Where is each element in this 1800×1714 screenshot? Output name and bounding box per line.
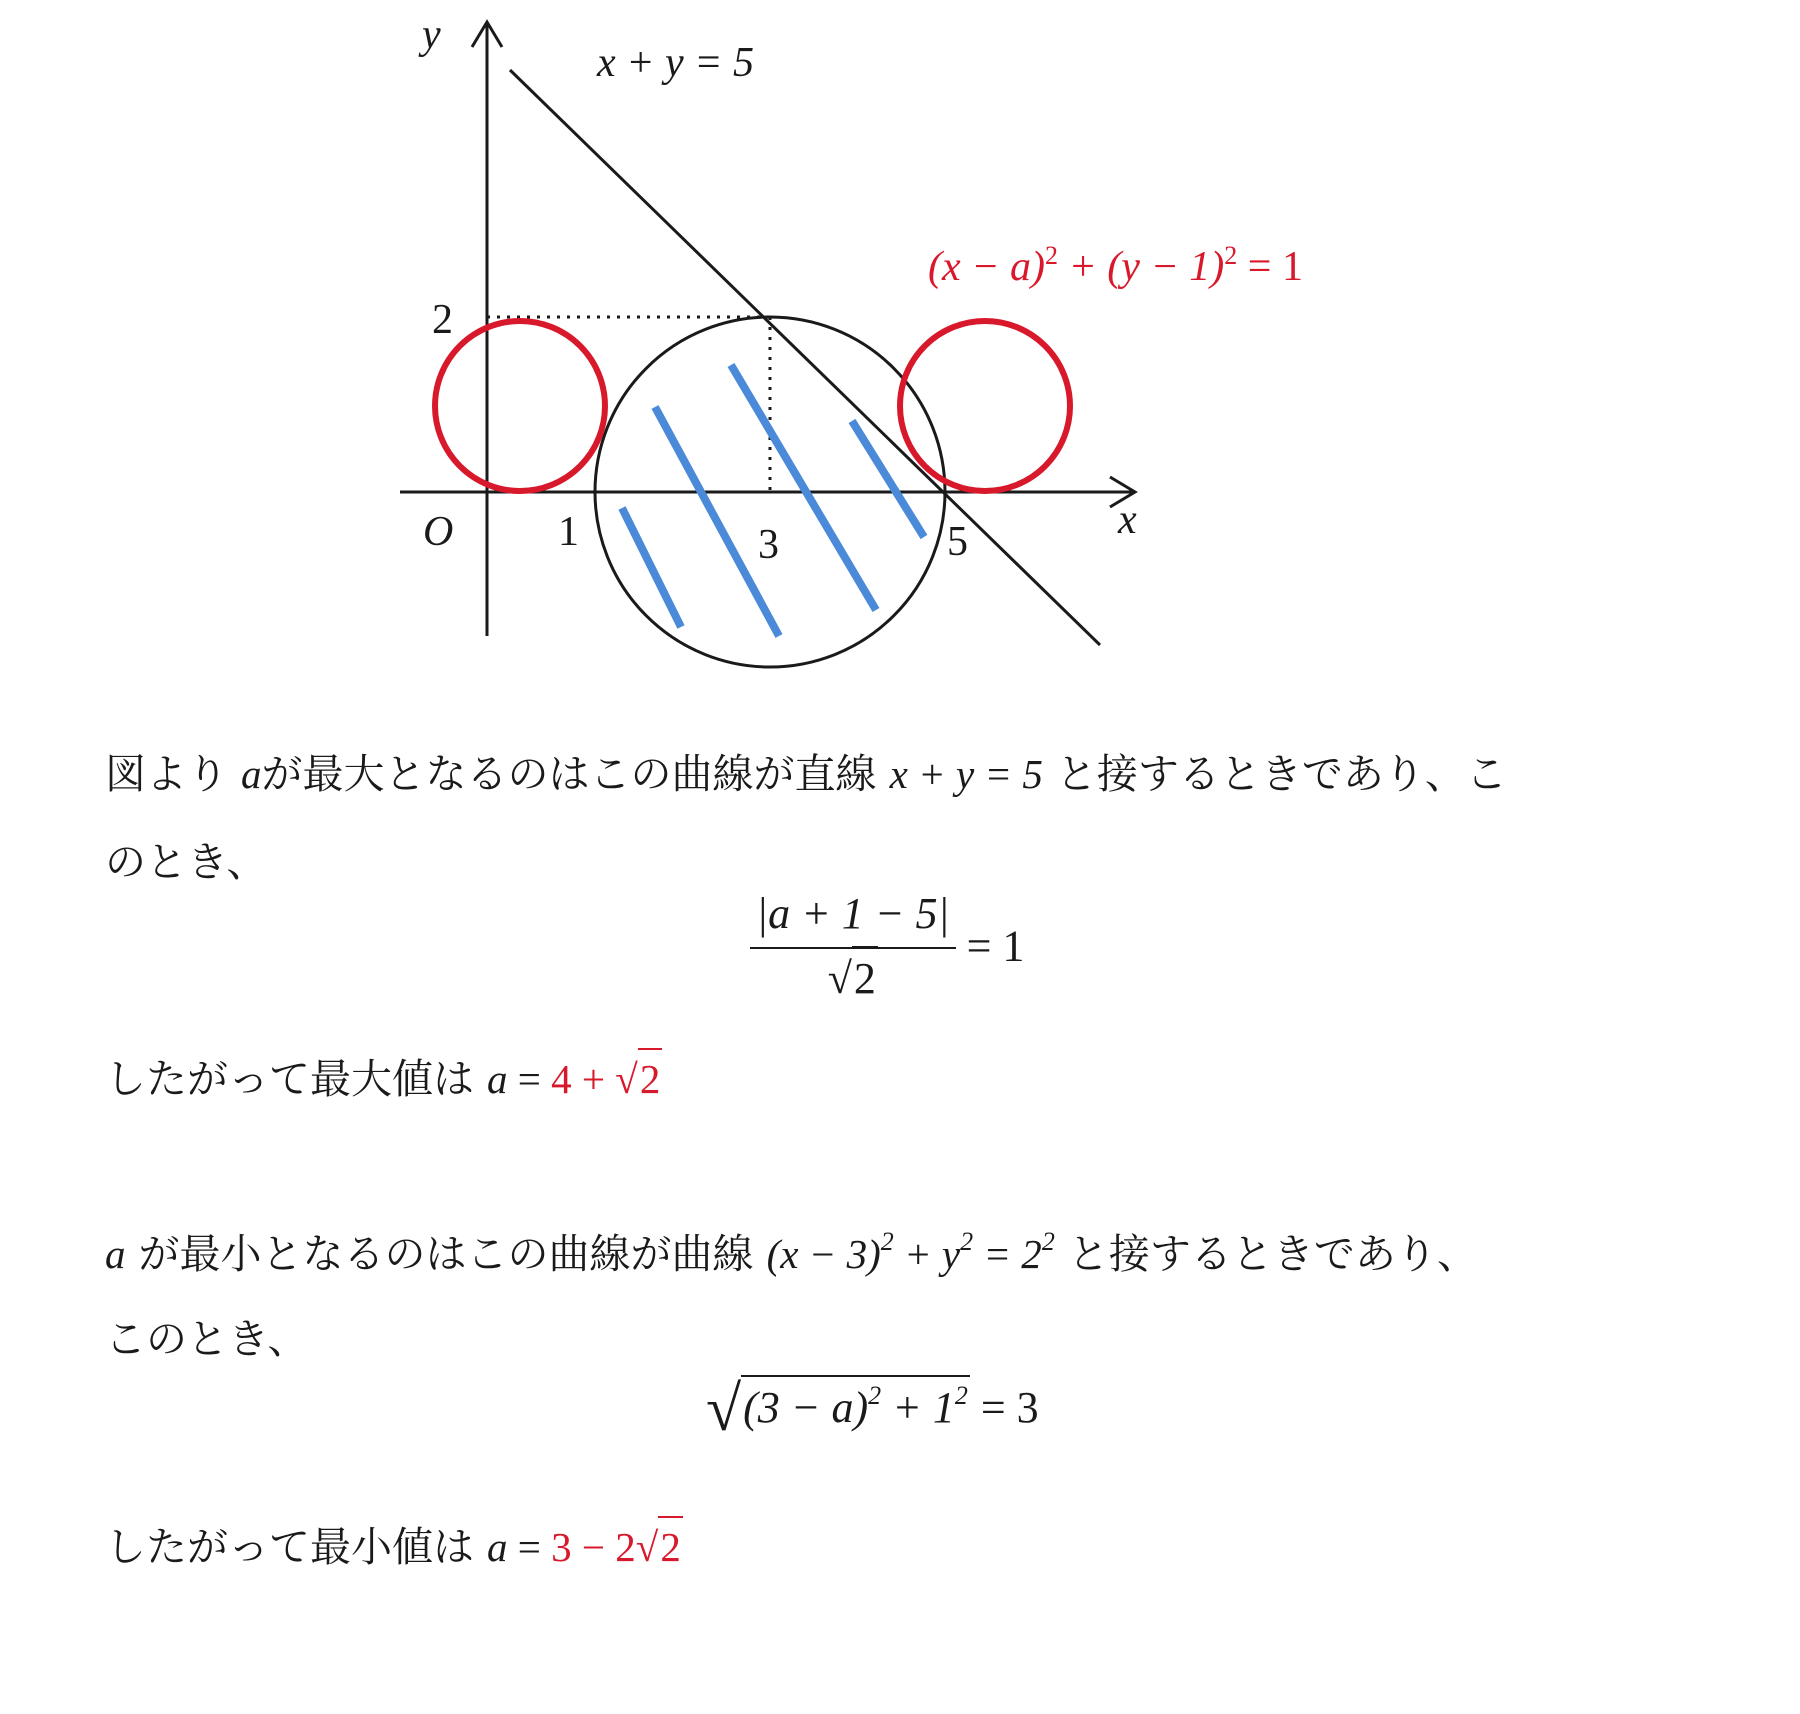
circle-eq-exp: 2 <box>1224 241 1238 270</box>
math-equation: x + y = 5 <box>889 751 1043 797</box>
math-equals: = <box>507 1524 552 1570</box>
text: が最小となるのはこの曲線が曲線 <box>138 1230 754 1278</box>
sqrt-radicand: 2 <box>638 1048 663 1102</box>
red-circle-left <box>435 321 605 491</box>
answer-part: 4 + <box>551 1056 616 1102</box>
tick-label-x3: 3 <box>758 522 779 568</box>
origin-label: O <box>423 509 454 555</box>
y-axis-label: y <box>422 12 441 58</box>
text: と接するときであり、こ <box>1055 750 1507 798</box>
paragraph-min-answer <box>105 1515 1725 1579</box>
hatch-line <box>622 508 681 627</box>
text: したがって最小値は <box>105 1523 474 1571</box>
red-circle-right <box>900 321 1070 491</box>
text: このとき、 <box>105 1315 309 1363</box>
text: 図より <box>105 750 228 798</box>
sqrt-radicand: $(3 - a)^2 + 1^2$ <box>741 1375 970 1432</box>
paragraph-max-condition-line2 <box>105 830 1725 894</box>
answer-part: 3 − 2 <box>551 1524 636 1570</box>
circle-eq-pre: (x − a) <box>928 244 1045 290</box>
equation-circle-tangency <box>706 1372 1039 1446</box>
paragraph-max-condition <box>105 742 1725 806</box>
text: のとき、 <box>105 838 268 886</box>
hatch-line <box>731 365 876 610</box>
math-equation: $(x - 3)^2 + y^2 = 2^2$ <box>766 1227 1055 1277</box>
max-answer: 4 + √2 <box>551 1048 662 1102</box>
line-equation-label: x + y = 5 <box>597 40 754 86</box>
paragraph-max-answer <box>105 1047 1725 1111</box>
tick-label-x1: 1 <box>558 509 579 555</box>
sqrt-radicand: 2 <box>852 946 878 1003</box>
math-var: a <box>487 1056 508 1102</box>
equation-rhs: = 1 <box>966 921 1025 971</box>
fraction-denominator: √2 <box>750 949 956 1004</box>
text: と接するときであり、 <box>1067 1230 1478 1278</box>
diagram <box>0 0 1800 700</box>
fraction <box>750 888 956 1004</box>
text: が最大となるのはこの曲線が直線 <box>261 750 877 798</box>
math-var: a <box>105 1231 126 1277</box>
tick-label-x5: 5 <box>947 519 968 565</box>
x-axis-label: x <box>1118 497 1137 543</box>
paragraph-min-condition-line2 <box>105 1307 1725 1371</box>
circle-eq-exp: 2 <box>1044 241 1058 270</box>
math-var: a <box>241 751 262 797</box>
equation-rhs: = 3 <box>980 1383 1039 1432</box>
circle-eq-post: = 1 <box>1237 244 1303 290</box>
paragraph-min-condition <box>105 1222 1725 1286</box>
circle-eq-mid: + (y − 1) <box>1057 244 1225 290</box>
sqrt-sign: √ <box>706 1373 742 1444</box>
equation-distance <box>750 888 1024 1004</box>
math-equals: = <box>507 1056 552 1102</box>
sqrt-radicand: 2 <box>658 1516 683 1570</box>
tick-label-y2: 2 <box>432 297 453 343</box>
text: したがって最大値は <box>105 1055 474 1103</box>
fraction-numerator: |a + 1 − 5| <box>750 888 956 949</box>
math-var: a <box>487 1524 508 1570</box>
circle-equation-label <box>928 241 1303 290</box>
min-answer: 3 − 2√2 <box>551 1516 683 1570</box>
line-x-plus-y-eq-5 <box>510 70 1100 645</box>
